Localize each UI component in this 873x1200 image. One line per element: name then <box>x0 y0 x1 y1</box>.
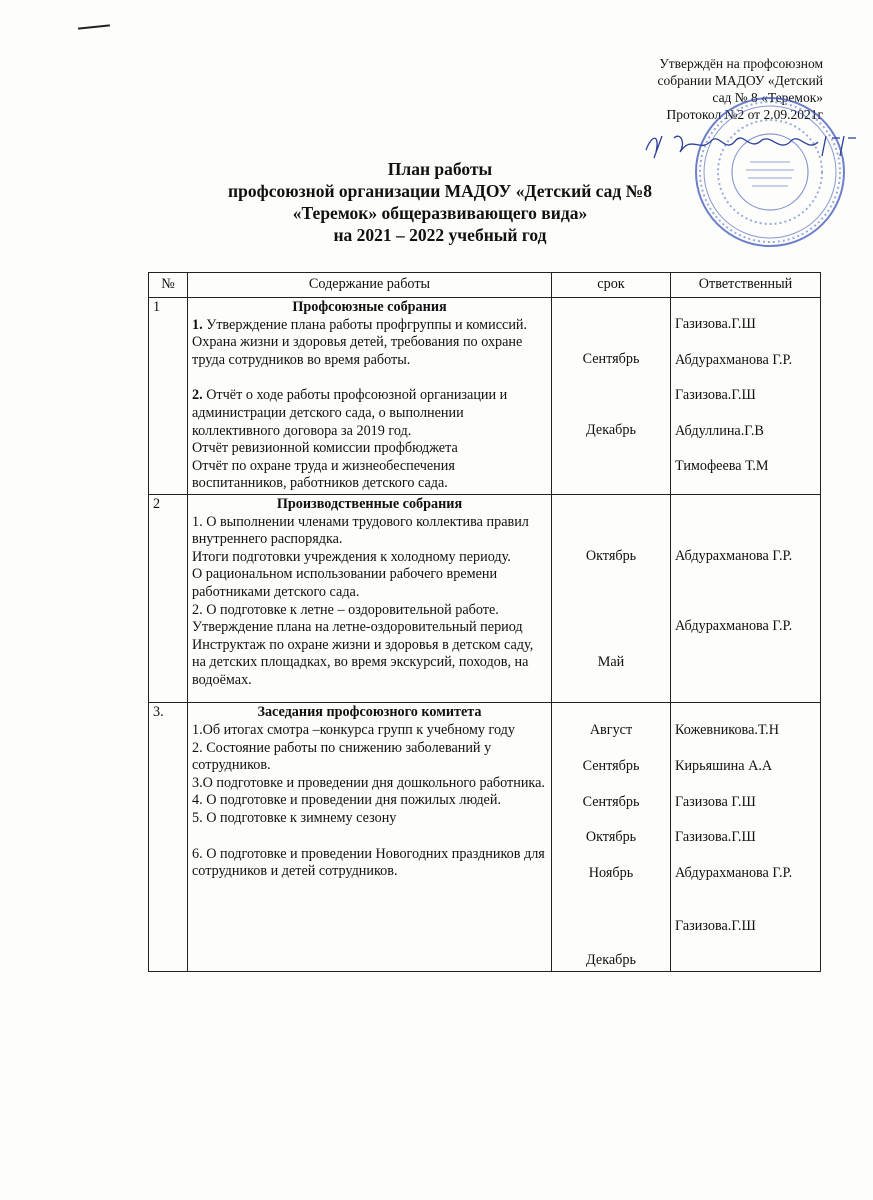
row-term <box>552 298 671 495</box>
content-item: Инструктаж по охране жизни и здоровья в детском саду, на детских площадках, во время экскурсий, походов, на водоёмах. <box>192 636 534 688</box>
header-term: срок <box>552 273 671 298</box>
responsible-value: Газизова.Г.Ш <box>675 918 756 935</box>
content-item: 3.О подготовке и проведении дня дошкольного работника. <box>192 774 545 791</box>
approval-line-1: Утверждён на профсоюзном <box>659 56 823 71</box>
term-value: Сентябрь <box>582 758 640 775</box>
content-item: 2. Состояние работы по снижению заболеваний у сотрудников. <box>192 739 492 774</box>
term-value: Май <box>597 653 625 670</box>
header-num: № <box>149 273 188 298</box>
responsible-value: Газизова Г.Ш <box>675 793 756 810</box>
content-item: 6. О подготовке и проведении Новогодних праздников для сотрудников и детей сотрудников. <box>192 845 545 880</box>
content-item: 4. О подготовке и проведении дня пожилых людей. <box>192 792 501 809</box>
responsible-value: Абдурахманова Г.Р. <box>675 547 793 564</box>
title-line-2: профсоюзной организации МАДОУ «Детский сад №8 <box>228 181 652 201</box>
title-line-4: на 2021 – 2022 учебный год <box>333 225 547 245</box>
row-num: 3. <box>149 703 188 972</box>
row-responsible <box>671 703 821 972</box>
row-term <box>552 494 671 703</box>
table-row <box>149 703 821 972</box>
content-item: 5. О подготовке к зимнему сезону <box>192 810 397 827</box>
content-item: О рациональном использовании рабочего времени работниками детского сада. <box>192 566 498 600</box>
row-content <box>188 298 552 495</box>
table-row <box>149 298 821 495</box>
content-item: Отчёт по охране труда и жизнеобеспечения воспитанников, работников детского сада. <box>192 457 455 492</box>
term-value: Октябрь <box>585 829 637 846</box>
content-item: Отчёт ревизионной комиссии профбюджета <box>192 440 458 457</box>
content-item: Итоги подготовки учреждения к холодному периоду. <box>192 548 511 565</box>
responsible-value: Абдуллина.Г.В <box>675 422 764 439</box>
approval-line-4: Протокол №2 от 2.09.2021г <box>666 107 823 122</box>
header-responsible: Ответственный <box>671 273 821 298</box>
content-item <box>192 387 547 440</box>
responsible-value: Газизова.Г.Ш <box>675 387 756 404</box>
item-text: Отчёт о ходе работы профсоюзной организации и администрации детского сада, о выполнении коллективного договора за 2019 год. <box>192 387 508 439</box>
row-content <box>188 494 552 703</box>
term-value: Декабрь <box>586 421 636 438</box>
section-title: Производственные собрания <box>276 495 463 512</box>
item-number: 1. <box>192 316 203 333</box>
content-item: 1. О выполнении членами трудового коллектива правил внутреннего распорядка. <box>192 513 529 548</box>
corner-pen-mark <box>78 24 110 29</box>
content-item: 1.Об итогах смотра –конкурса групп к учебному году <box>192 722 515 739</box>
responsible-value: Кожевникова.Т.Н <box>675 722 779 739</box>
term-value: Октябрь <box>585 547 637 564</box>
title-line-1: План работы <box>387 159 493 179</box>
content-item <box>192 317 547 335</box>
item-number: 2. <box>192 387 203 404</box>
row-responsible <box>671 298 821 495</box>
responsible-value: Абдурахманова Г.Р. <box>675 351 793 368</box>
responsible-value: Абдурахманова Г.Р. <box>675 617 793 634</box>
document-title <box>140 158 740 246</box>
row-num: 1 <box>149 298 188 495</box>
section-title: Заседания профсоюзного комитета <box>257 704 482 721</box>
row-responsible <box>671 494 821 703</box>
term-value: Сентябрь <box>582 351 640 367</box>
responsible-value: Абдурахманова Г.Р. <box>675 864 793 881</box>
term-value: Ноябрь <box>588 864 634 881</box>
responsible-value: Тимофеева Т.М <box>675 458 769 475</box>
content-item: 2. О подготовке к летне – оздоровительной работе. Утверждение плана на летне-оздоровительный период <box>192 601 523 636</box>
section-title: Профсоюзные собрания <box>292 299 447 315</box>
table-row <box>149 494 821 703</box>
header-content: Содержание работы <box>188 273 552 298</box>
responsible-value: Газизова.Г.Ш <box>675 829 756 846</box>
signature <box>640 128 870 162</box>
table-header-row <box>149 273 821 298</box>
row-content <box>188 703 552 972</box>
term-value: Декабрь <box>586 952 636 969</box>
content-item: Охрана жизни и здоровья детей, требования по охране труда сотрудников во время работы. <box>192 334 523 368</box>
term-value: Сентябрь <box>582 793 640 810</box>
approval-line-2: собрании МАДОУ «Детский <box>657 73 823 88</box>
row-num: 2 <box>149 494 188 703</box>
row-term <box>552 703 671 972</box>
approval-line-3: сад № 8 «Теремок» <box>712 90 823 105</box>
responsible-value: Кирьяшина А.А <box>675 758 773 775</box>
term-value: Август <box>589 722 633 739</box>
work-plan-table <box>148 272 821 972</box>
title-line-3: «Теремок» общеразвивающего вида» <box>292 203 588 223</box>
responsible-value: Газизова.Г.Ш <box>675 316 756 332</box>
item-text: Утверждение плана работы профгруппы и комиссий. <box>202 316 528 333</box>
